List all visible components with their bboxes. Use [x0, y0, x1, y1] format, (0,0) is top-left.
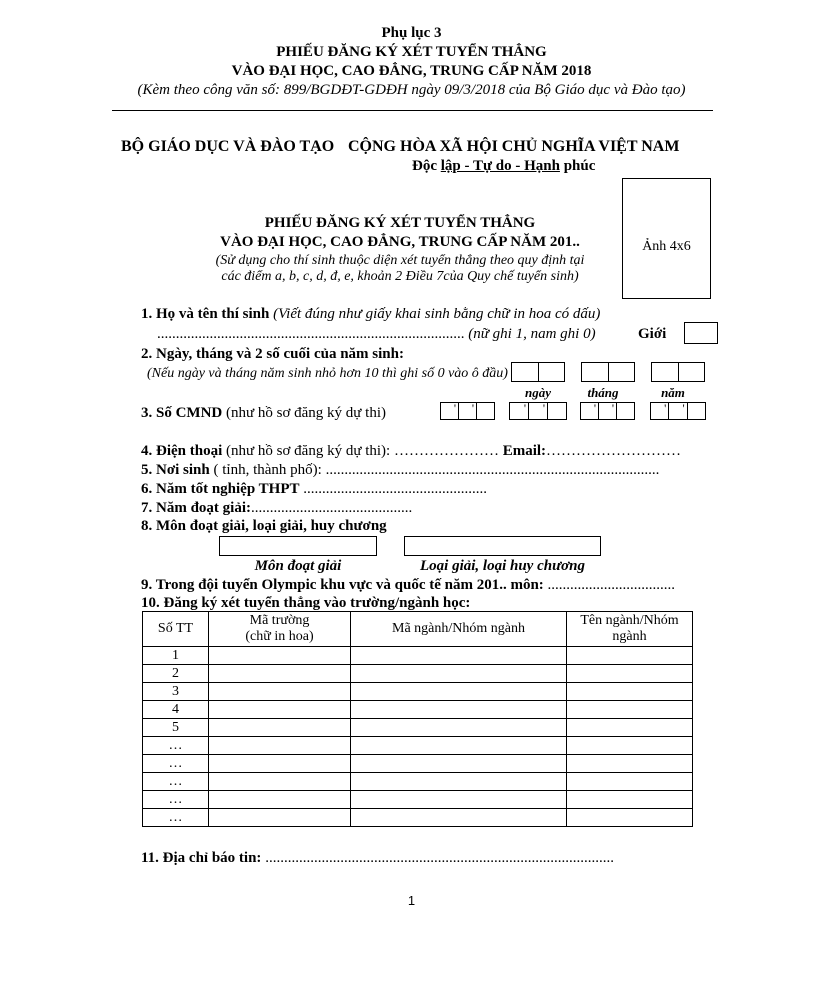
- header-divider: [112, 110, 713, 111]
- form-title-2: VÀO ĐẠI HỌC, CAO ĐẲNG, TRUNG CẤP NĂM 201..: [220, 234, 580, 250]
- header-stt: Số TT: [143, 612, 209, 647]
- birth-year-label: năm: [661, 385, 685, 400]
- award-type-label: Loại giải, loại huy chương: [420, 558, 585, 574]
- field-olympic-team[interactable]: 9. Trong đội tuyển Olympic khu vực và quốc tế năm 201.. môn: ..................................: [141, 577, 676, 593]
- field-award-year[interactable]: 7. Năm đoạt giải:...........................................: [141, 500, 413, 516]
- birth-month-label: tháng: [587, 385, 619, 400]
- page-number: 1: [407, 893, 416, 908]
- header-major-name: Tên ngành/Nhóm ngành: [567, 612, 693, 647]
- award-subject-label: Môn đoạt giải: [254, 558, 342, 574]
- birth-day-label: ngày: [525, 385, 551, 400]
- table-row[interactable]: …: [143, 737, 693, 755]
- form-title-1: PHIẾU ĐĂNG KÝ XÉT TUYỂN THẲNG: [264, 215, 536, 231]
- id-boxes-3[interactable]: [580, 402, 635, 420]
- table-row[interactable]: 4: [143, 701, 693, 719]
- table-header-row: [143, 612, 693, 647]
- award-type-box[interactable]: [404, 536, 601, 556]
- header-major-code: Mã ngành/Nhóm ngành: [351, 612, 567, 647]
- table-row[interactable]: …: [143, 773, 693, 791]
- birth-month-boxes[interactable]: [581, 362, 635, 382]
- birth-day-boxes[interactable]: [511, 362, 565, 382]
- field-award-details: 8. Môn đoạt giải, loại giải, huy chương: [141, 518, 387, 534]
- field-registration: 10. Đăng ký xét tuyển thẳng vào trường/ngành học:: [141, 595, 471, 611]
- table-row[interactable]: 3: [143, 683, 693, 701]
- table-row[interactable]: 2: [143, 665, 693, 683]
- photo-box: [622, 178, 711, 299]
- award-subject-box[interactable]: [219, 536, 377, 556]
- form-subtitle-1: (Sử dụng cho thí sinh thuộc diện xét tuyển thẳng theo quy định tại: [215, 253, 585, 268]
- field-mailing-address[interactable]: 11. Địa chỉ báo tin: .............................................................................................: [141, 850, 614, 866]
- ministry-name: BỘ GIÁO DỤC VÀ ĐÀO TẠO: [121, 138, 335, 155]
- form-subtitle-2: các điểm a, b, c, d, đ, e, khoản 2 Điều 7của Quy chế tuyển sinh): [221, 269, 579, 284]
- field-full-name: 1. Họ và tên thí sinh (Viết đúng như giấy khai sinh bằng chữ in hoa có dấu): [141, 306, 601, 322]
- national-motto: Độc lập - Tự do - Hạnh phúc: [412, 158, 596, 174]
- appendix-title-2: VÀO ĐẠI HỌC, CAO ĐẲNG, TRUNG CẤP NĂM 2018: [231, 63, 592, 79]
- field-birthplace[interactable]: 5. Nơi sinh ( tỉnh, thành phố): .........................................................................................: [141, 462, 660, 478]
- appendix-label: Phụ lục 3: [381, 25, 442, 41]
- gender-box[interactable]: [684, 322, 718, 344]
- field-birthdate: 2. Ngày, tháng và 2 số cuối của năm sinh:: [141, 346, 404, 362]
- gender-label: Giới: [638, 326, 667, 342]
- id-boxes-2[interactable]: [509, 402, 567, 420]
- birth-year-boxes[interactable]: [651, 362, 705, 382]
- birthdate-hint: (Nếu ngày và tháng năm sinh nhỏ hơn 10 thì ghi số 0 vào ô đầu): [147, 366, 508, 381]
- table-row[interactable]: …: [143, 809, 693, 827]
- table-row[interactable]: 1: [143, 647, 693, 665]
- header-school-code: Mã trường (chữ in hoa): [209, 612, 351, 647]
- field-phone-email[interactable]: 4. Điện thoại (như hồ sơ đăng ký dự thi): ………………… Email:………………………: [141, 443, 682, 459]
- appendix-title-1: PHIẾU ĐĂNG KÝ XÉT TUYỂN THẲNG: [276, 44, 547, 60]
- table-row[interactable]: 5: [143, 719, 693, 737]
- table-row[interactable]: …: [143, 755, 693, 773]
- republic-name: CỘNG HÒA XÃ HỘI CHỦ NGHĨA VIỆT NAM: [348, 138, 680, 155]
- field-graduation-year[interactable]: 6. Năm tốt nghiệp THPT .................................................: [141, 481, 487, 497]
- id-boxes-4[interactable]: [650, 402, 706, 420]
- appendix-note: (Kèm theo công văn số: 899/BGDĐT-GDĐH ngày 09/3/2018 của Bộ Giáo dục và Đào tạo): [137, 82, 686, 98]
- field-full-name-line[interactable]: .................................................................................. (nữ ghi 1, nam ghi 0): [157, 326, 596, 342]
- photo-label: Ảnh 4x6: [642, 239, 691, 254]
- registration-table: [142, 611, 693, 827]
- id-boxes-1[interactable]: [440, 402, 495, 420]
- field-id-number: 3. Số CMND (như hồ sơ đăng ký dự thi): [141, 405, 387, 421]
- table-row[interactable]: …: [143, 791, 693, 809]
